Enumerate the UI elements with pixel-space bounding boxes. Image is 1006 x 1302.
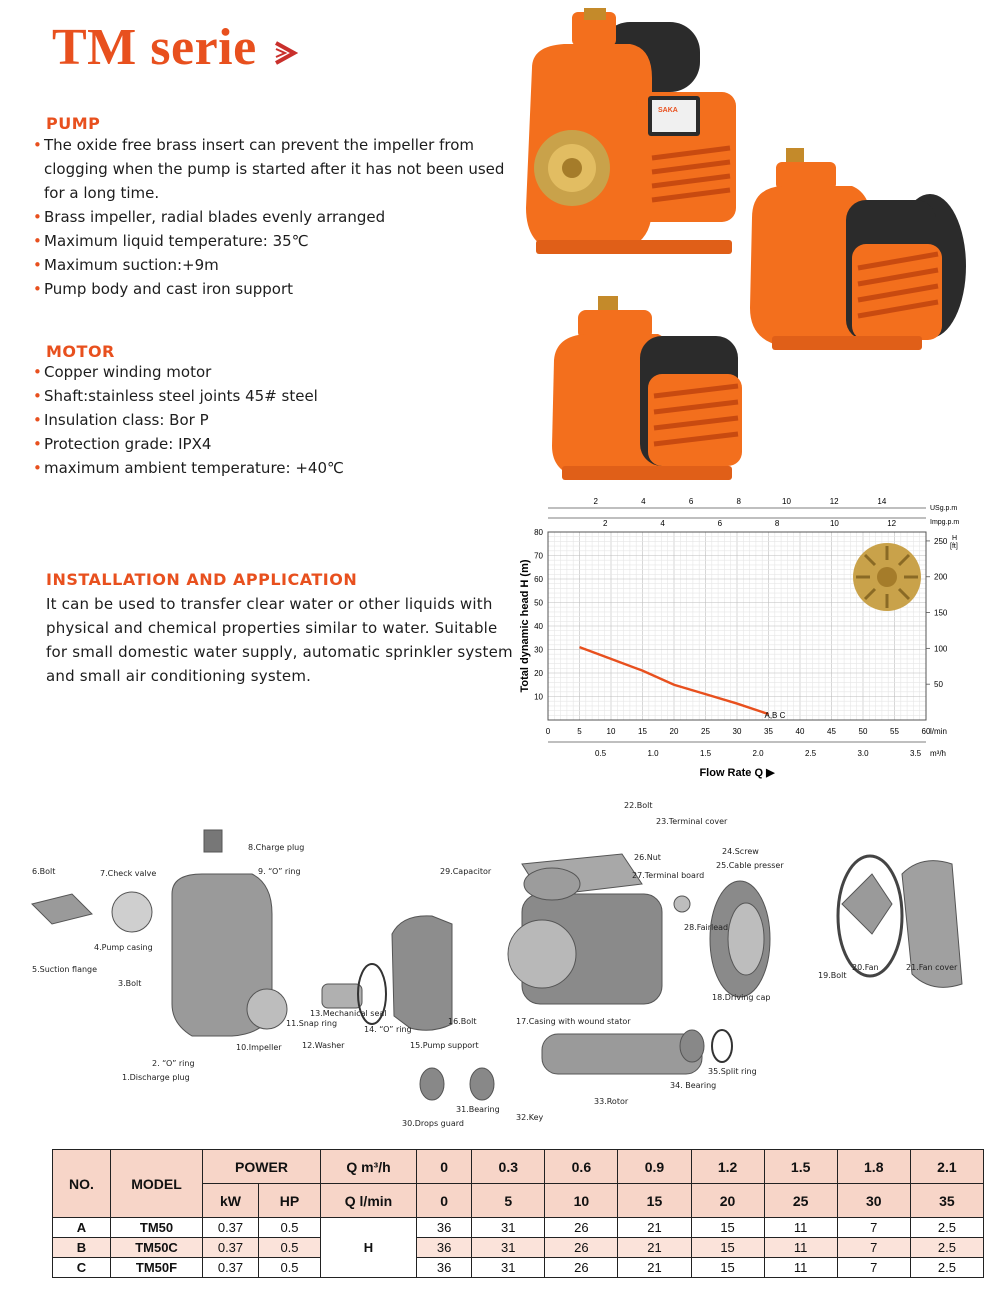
x-tick-label: 60 bbox=[921, 727, 931, 736]
part-label: 1.Discharge plug bbox=[122, 1073, 190, 1082]
row-h: 2.5 bbox=[910, 1258, 983, 1278]
m3h-tick-label: 0.5 bbox=[594, 749, 607, 758]
table-row bbox=[53, 1258, 984, 1278]
spec-table bbox=[52, 1149, 984, 1278]
q-lmin-cell: 10 bbox=[545, 1184, 618, 1218]
impgpm-tick-label: 10 bbox=[829, 519, 839, 528]
y-tick-label: 60 bbox=[534, 575, 543, 584]
row-h: 2.5 bbox=[910, 1238, 983, 1258]
part-label: 15.Pump support bbox=[410, 1041, 479, 1050]
part-label: 6.Bolt bbox=[32, 867, 56, 876]
q-m3h-cell: 0.9 bbox=[618, 1150, 691, 1184]
q-m3h-cell: 0 bbox=[417, 1150, 472, 1184]
row-h: 11 bbox=[764, 1258, 837, 1278]
h-label: H bbox=[321, 1218, 417, 1278]
pump-feature: • The oxide free brass insert can prevent the impeller from clogging when the pump is started after it has not been used for a long time. bbox=[34, 133, 512, 205]
impgpm-unit-label: Impg.p.m bbox=[930, 519, 960, 526]
row-hp: 0.5 bbox=[259, 1238, 321, 1258]
q-m3h-cell: 0.6 bbox=[545, 1150, 618, 1184]
pump-photo-angled bbox=[540, 296, 752, 484]
q-m3h-cell: 1.8 bbox=[837, 1150, 910, 1184]
row-h: 2.5 bbox=[910, 1218, 983, 1238]
y-tick-label: 10 bbox=[534, 692, 543, 702]
x-unit-label: l/min bbox=[930, 727, 947, 736]
x-tick-label: 15 bbox=[638, 727, 647, 736]
q-m3h-cell: 2.1 bbox=[910, 1150, 983, 1184]
ft-unit-label: [ft] bbox=[950, 543, 958, 550]
m3h-tick-label: 2.0 bbox=[752, 749, 764, 758]
y-tick-label: 40 bbox=[534, 622, 543, 631]
m3h-tick-label: 3.0 bbox=[857, 749, 869, 758]
q-lmin-cell: 0 bbox=[417, 1184, 472, 1218]
row-h: 31 bbox=[472, 1238, 545, 1258]
m3h-tick-label: 3.5 bbox=[909, 749, 922, 758]
part-label: 26.Nut bbox=[634, 853, 661, 862]
ft-tick-label: 250 bbox=[934, 536, 948, 546]
row-model: TM50C bbox=[111, 1238, 203, 1258]
page-title: TM serie bbox=[52, 19, 257, 76]
x-tick-label: 0 bbox=[545, 727, 551, 736]
motor-features-list bbox=[34, 360, 512, 480]
part-label: 23.Terminal cover bbox=[656, 817, 728, 826]
installation-heading: INSTALLATION AND APPLICATION bbox=[46, 570, 358, 589]
no-header: NO. bbox=[53, 1150, 111, 1218]
part-label: 7.Check valve bbox=[100, 869, 157, 878]
hp-header: HP bbox=[259, 1184, 321, 1218]
usgpm-tick-label: 10 bbox=[782, 497, 791, 506]
m3h-tick-label: 1.0 bbox=[647, 749, 659, 758]
part-label: 4.Pump casing bbox=[94, 943, 153, 952]
x-tick-label: 40 bbox=[795, 727, 805, 736]
row-kw: 0.37 bbox=[203, 1238, 259, 1258]
exploded-parts-diagram bbox=[22, 784, 982, 1134]
pump-photo-front bbox=[512, 8, 744, 268]
usgpm-tick-label: 6 bbox=[688, 497, 694, 506]
row-h: 36 bbox=[417, 1238, 472, 1258]
row-no: C bbox=[53, 1258, 111, 1278]
part-label: 20.Fan bbox=[852, 963, 879, 972]
row-h: 36 bbox=[417, 1218, 472, 1238]
series-label: A,B C bbox=[764, 711, 786, 721]
row-h: 21 bbox=[618, 1218, 691, 1238]
ft-tick-label: 200 bbox=[934, 572, 948, 582]
q-lmin-cell: 15 bbox=[618, 1184, 691, 1218]
m3h-tick-label: 1.5 bbox=[699, 749, 712, 758]
ft-tick-label: 50 bbox=[934, 680, 943, 690]
part-label: 9. “O” ring bbox=[258, 867, 301, 876]
part-label: 8.Charge plug bbox=[248, 843, 305, 852]
pump-photo-side bbox=[742, 148, 968, 354]
part-label: 16.Bolt bbox=[448, 1017, 477, 1026]
row-no: B bbox=[53, 1238, 111, 1258]
q-lmin-cell: 5 bbox=[472, 1184, 545, 1218]
row-kw: 0.37 bbox=[203, 1218, 259, 1238]
part-label: 30.Drops guard bbox=[402, 1119, 464, 1128]
model-header: MODEL bbox=[111, 1150, 203, 1218]
chevron-right-icon bbox=[272, 40, 298, 66]
impgpm-tick-label: 2 bbox=[603, 519, 608, 528]
m3h-tick-label: 2.5 bbox=[804, 749, 817, 758]
row-h: 7 bbox=[837, 1258, 910, 1278]
q-lmin-label: Q l/min bbox=[321, 1184, 417, 1218]
part-label: 25.Cable presser bbox=[716, 861, 784, 870]
part-label: 34. Bearing bbox=[670, 1081, 717, 1090]
row-h: 31 bbox=[472, 1218, 545, 1238]
part-label: 22.Bolt bbox=[624, 801, 653, 810]
part-label: 3.Bolt bbox=[118, 979, 142, 988]
ft-tick-label: 150 bbox=[934, 608, 948, 618]
row-model: TM50F bbox=[111, 1258, 203, 1278]
part-label: 12.Washer bbox=[302, 1041, 345, 1050]
x-tick-label: 45 bbox=[827, 727, 836, 736]
suction-flange-part bbox=[32, 894, 92, 924]
x-tick-label: 25 bbox=[701, 727, 710, 736]
part-label: 19.Bolt bbox=[818, 971, 847, 980]
x-tick-label: 20 bbox=[669, 727, 679, 736]
row-h: 7 bbox=[837, 1238, 910, 1258]
part-label: 10.Impeller bbox=[236, 1043, 282, 1052]
q-m3h-cell: 1.5 bbox=[764, 1150, 837, 1184]
row-h: 15 bbox=[691, 1218, 764, 1238]
part-label: 31.Bearing bbox=[456, 1105, 500, 1114]
motor-feature: • Insulation class: Bor P bbox=[34, 408, 512, 432]
row-h: 36 bbox=[417, 1258, 472, 1278]
x-tick-label: 10 bbox=[606, 727, 616, 736]
row-hp: 0.5 bbox=[259, 1258, 321, 1278]
q-lmin-cell: 35 bbox=[910, 1184, 983, 1218]
part-label: 21.Fan cover bbox=[906, 963, 958, 972]
y-tick-label: 80 bbox=[534, 528, 543, 537]
row-h: 15 bbox=[691, 1258, 764, 1278]
row-h: 21 bbox=[618, 1258, 691, 1278]
y-axis-title: Total dynamic head H (m) bbox=[519, 559, 531, 693]
pump-feature: • Brass impeller, radial blades evenly arranged bbox=[34, 205, 512, 229]
part-label: 24.Screw bbox=[722, 847, 759, 856]
table-row bbox=[53, 1238, 984, 1258]
usgpm-tick-label: 4 bbox=[641, 497, 646, 506]
x-axis-title: Flow Rate Q ▶ bbox=[699, 767, 775, 779]
row-h: 31 bbox=[472, 1258, 545, 1278]
q-lmin-cell: 25 bbox=[764, 1184, 837, 1218]
brand-badge: SAKA bbox=[658, 107, 678, 114]
y-tick-label: 30 bbox=[534, 645, 543, 655]
part-label: 35.Split ring bbox=[708, 1067, 757, 1076]
motor-feature: • Copper winding motor bbox=[34, 360, 512, 384]
row-model: TM50 bbox=[111, 1218, 203, 1238]
installation-text: It can be used to transfer clear water or other liquids with physical and chemical properties similar to water. Suitable for small domestic water supply, automatic sprinkler system and small air conditioning system. bbox=[46, 595, 513, 685]
motor-feature: • Protection grade: IPX4 bbox=[34, 432, 512, 456]
row-h: 11 bbox=[764, 1218, 837, 1238]
y-tick-label: 70 bbox=[534, 551, 543, 561]
kw-header: kW bbox=[203, 1184, 259, 1218]
motor-heading: MOTOR bbox=[46, 342, 115, 361]
part-label: 18.Driving cap bbox=[712, 993, 771, 1002]
q-m3h-cell: 1.2 bbox=[691, 1150, 764, 1184]
q-lmin-cell: 20 bbox=[691, 1184, 764, 1218]
usgpm-tick-label: 12 bbox=[829, 497, 839, 506]
x-tick-label: 30 bbox=[732, 727, 742, 736]
row-no: A bbox=[53, 1218, 111, 1238]
row-hp: 0.5 bbox=[259, 1218, 321, 1238]
x-tick-label: 50 bbox=[858, 727, 868, 736]
part-label: 28.Fairlead bbox=[684, 923, 729, 932]
impgpm-tick-label: 8 bbox=[774, 519, 780, 528]
power-header: POWER bbox=[203, 1150, 321, 1184]
table-row bbox=[53, 1218, 984, 1238]
row-kw: 0.37 bbox=[203, 1258, 259, 1278]
motor-feature: • maximum ambient temperature: +40℃ bbox=[34, 456, 512, 480]
row-h: 7 bbox=[837, 1218, 910, 1238]
ft-unit-label: H bbox=[952, 535, 958, 542]
row-h: 26 bbox=[545, 1218, 618, 1238]
q-lmin-cell: 30 bbox=[837, 1184, 910, 1218]
part-label: 14. “O” ring bbox=[364, 1025, 412, 1034]
ft-tick-label: 100 bbox=[934, 644, 948, 654]
impeller-photo bbox=[850, 540, 924, 614]
performance-chart bbox=[508, 494, 998, 784]
part-label: 13.Mechanical seal bbox=[310, 1009, 387, 1018]
part-label: 5.Suction flange bbox=[32, 965, 98, 974]
usgpm-tick-label: 8 bbox=[736, 497, 741, 506]
motor-feature: • Shaft:stainless steel joints 45# steel bbox=[34, 384, 512, 408]
x-tick-label: 35 bbox=[764, 727, 773, 736]
part-label: 2. “O” ring bbox=[152, 1059, 195, 1068]
part-label: 32.Key bbox=[516, 1113, 544, 1122]
part-label: 33.Rotor bbox=[594, 1097, 629, 1106]
usgpm-tick-label: 2 bbox=[593, 497, 598, 506]
y-tick-label: 20 bbox=[534, 669, 543, 678]
usgpm-tick-label: 14 bbox=[877, 497, 887, 506]
m3h-unit-label: m³/h bbox=[930, 749, 946, 758]
row-h: 26 bbox=[545, 1258, 618, 1278]
y-tick-label: 50 bbox=[534, 598, 543, 608]
part-label: 27.Terminal board bbox=[632, 871, 705, 880]
part-label: 11.Snap ring bbox=[286, 1019, 338, 1028]
row-h: 21 bbox=[618, 1238, 691, 1258]
impgpm-tick-label: 6 bbox=[717, 519, 723, 528]
pump-feature: • Maximum suction:+9m bbox=[34, 253, 512, 277]
pump-heading: PUMP bbox=[46, 114, 101, 133]
part-label: 17.Casing with wound stator bbox=[516, 1017, 631, 1026]
pump-feature: • Pump body and cast iron support bbox=[34, 277, 512, 301]
part-label: 29.Capacitor bbox=[440, 867, 492, 876]
usgpm-unit-label: USg.p.m bbox=[930, 505, 958, 512]
q-m3h-label: Q m³/h bbox=[321, 1150, 417, 1184]
pump-features-list bbox=[34, 133, 512, 301]
x-tick-label: 55 bbox=[890, 727, 899, 736]
x-tick-label: 5 bbox=[577, 727, 582, 736]
row-h: 15 bbox=[691, 1238, 764, 1258]
q-m3h-cell: 0.3 bbox=[472, 1150, 545, 1184]
row-h: 26 bbox=[545, 1238, 618, 1258]
pump-feature: • Maximum liquid temperature: 35℃ bbox=[34, 229, 512, 253]
impgpm-tick-label: 4 bbox=[660, 519, 665, 528]
row-h: 11 bbox=[764, 1238, 837, 1258]
impgpm-tick-label: 12 bbox=[887, 519, 897, 528]
